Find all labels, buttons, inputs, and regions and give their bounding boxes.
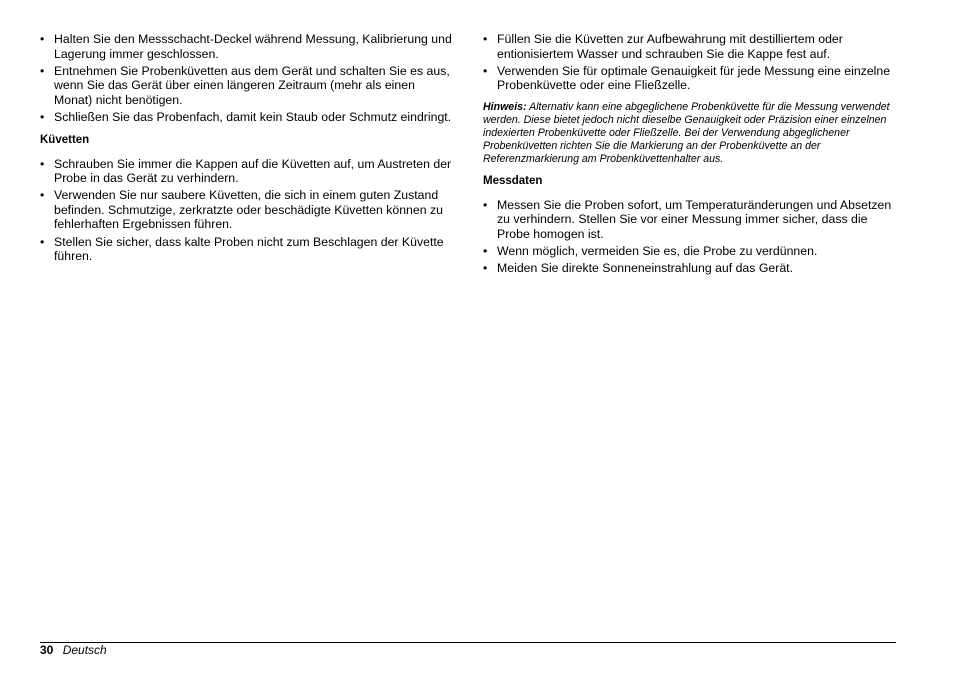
list-item: • Schrauben Sie immer die Kappen auf die Küvetten auf, um Austreten der Probe in das Gerät zu verhindern. [40,157,452,186]
page-footer [40,643,107,657]
note-paragraph [483,101,903,166]
list-item: • Füllen Sie die Küvetten zur Aufbewahrung mit destilliertem oder entionisiertem Wasser und schrauben Sie die Kappe fest auf. [483,32,903,61]
note-label: Hinweis: [483,100,527,113]
list-item: • Stellen Sie sicher, dass kalte Proben nicht zum Beschlagen der Küvette führen. [40,235,452,264]
footer-divider [40,642,896,643]
list-item: • Entnehmen Sie Probenküvetten aus dem Gerät und schalten Sie es aus, wenn Sie das Gerät über einen längeren Zeitraum (mehr als einen Monat) nicht benötigen. [40,64,452,108]
bullet-list-kuevetten [40,157,452,264]
list-item: • Meiden Sie direkte Sonneneinstrahlung auf das Gerät. [483,261,903,276]
bullet-list-messdaten [483,198,903,276]
page-number: 30 [40,643,54,657]
note-text: Alternativ kann eine abgeglichene Probenküvette für die Messung verwendet werden. Diese bietet jedoch nicht dieselbe Genauigkeit oder Präzision einer einzelnen indexierten Probenküvette oder Fließzelle. Bei der Verwendung abgeglichener Probenküvetten richten Sie die Markierung an der Probenküvette an der Referenzmarkierung am Probenküvettenhalter aus. [483,100,890,165]
bullet-list-kuevetten-continued [483,32,903,93]
footer-language: Deutsch [62,643,107,657]
right-column [483,32,903,278]
list-item: • Halten Sie den Messschacht-Deckel während Messung, Kalibrierung und Lagerung immer geschlossen. [40,32,452,61]
list-item: • Messen Sie die Proben sofort, um Temperaturänderungen und Absetzen zu verhindern. Stellen Sie vor einer Messung immer sicher, dass die Probe homogen ist. [483,198,903,242]
list-item: • Verwenden Sie für optimale Genauigkeit für jede Messung eine einzelne Probenküvette oder eine Fließzelle. [483,64,903,93]
section-heading-messdaten: Messdaten [483,174,543,187]
list-item: • Schließen Sie das Probenfach, damit kein Staub oder Schmutz eindringt. [40,110,452,125]
list-item: • Verwenden Sie nur saubere Küvetten, die sich in einem guten Zustand befinden. Schmutzige, zerkratzte oder beschädigte Küvetten können zu fehlerhaften Ergebnissen führen. [40,188,452,232]
bullet-list-storage [40,32,452,125]
left-column [40,32,452,266]
section-heading-kuevetten: Küvetten [40,133,90,146]
list-item: • Wenn möglich, vermeiden Sie es, die Probe zu verdünnen. [483,244,903,259]
